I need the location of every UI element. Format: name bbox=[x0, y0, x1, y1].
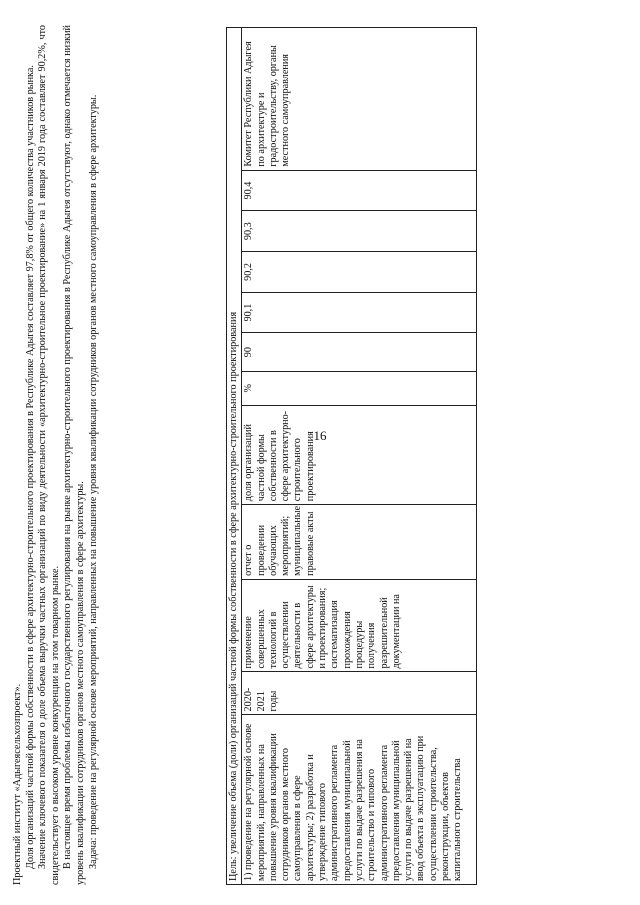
result-cell: отчет о проведении обучающих мероприятий; муниципальные правовые акты bbox=[242, 505, 477, 580]
unit-cell: % bbox=[242, 371, 477, 405]
measures-cell: 1) проведение на регулярной основе мероприятий, направленных на повышение уровня квалификации сотрудников органов местного самоуправления в сфере архитектуры; 2) разработка и утверждение типового административного регламента предоставления муниципальной услуги по выдаче разрешения на строительство и типового административного регламента предоставления муниципальной услуги по выдаче разрешений на ввод объекта в эксплуатацию при осуществлении строительства, реконструкции, объектов капитального строительства bbox=[242, 715, 477, 885]
intro-text bbox=[12, 25, 100, 885]
goal-row: Цель: увеличение объема (доли) организаций частной формы собственности в сфере архитектурно-строительного проектирования bbox=[227, 28, 242, 885]
intro-paragraph: Доля организаций частной формы собственности в сфере архитектурно-строительного проектирования в Республике Адыгея составляет 97,8% от общего количества участников рынка. bbox=[24, 65, 36, 869]
intro-paragraph: Задача: проведение на регулярной основе мероприятий, направленных на повышение уровня квалификации сотрудников органов местного самоуправления в сфере архитектуры. bbox=[87, 94, 99, 869]
period-cell: 2020-2021 годы bbox=[242, 672, 477, 715]
intro-paragraph: В настоящее время проблемы избыточного государственного регулирования на рынке архитектурно-строительного проектирования в Республике Адыгея отсутствуют, однако отмечается низкий уровень квалификации сотрудников органов местного самоуправления в сфере архитектуры. bbox=[62, 25, 86, 885]
value-cell: 90,3 bbox=[242, 211, 477, 252]
value-cell: 90 bbox=[242, 333, 477, 371]
indicator-cell: доля организаций частной формы собственности в сфере архитектурно-строительного проектирования bbox=[242, 405, 477, 504]
value-cell: 90,2 bbox=[242, 252, 477, 293]
page-number: 16 bbox=[313, 428, 327, 443]
measures-table bbox=[226, 27, 477, 885]
problem-cell: применение совершенных технологий в осуществлении деятельности в сфере архитектуры и проектирования; систематизация прохождения процедуры получения разрешительной документации на bbox=[242, 579, 477, 672]
intro-paragraph: Значение ключевого показателя о доле объема выручки частных организаций по виду деятельности «архитектурно-строительное проектирование» на 1 января 2019 года составляет 90,2%, что свидетельствует о высоком уровне конкуренции на этом товарном рынке. bbox=[37, 25, 61, 885]
responsible-cell: Комитет Республики Адыгея по архитектуре и градостроительству, органы местного самоуправления bbox=[242, 28, 477, 171]
value-cell: 90,4 bbox=[242, 170, 477, 211]
table-row bbox=[242, 28, 477, 885]
value-cell: 90,1 bbox=[242, 292, 477, 333]
intro-paragraph: Проектный институт «Адыгеясельхозпроект». bbox=[12, 683, 23, 885]
rotated-page-content bbox=[12, 25, 537, 885]
